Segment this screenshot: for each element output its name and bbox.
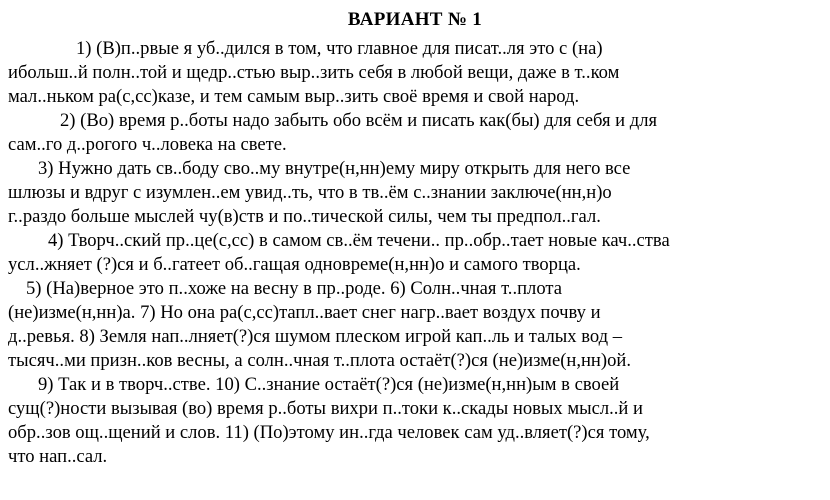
- text-line-10: усл..жняет (?)ся и б..гатеет об..гащая одновреме(н,нн)о и самого творца.: [8, 254, 581, 275]
- document-title: ВАРИАНТ № 1: [347, 9, 483, 30]
- text-line-1: 1) (В)п..рвые я уб..дился в том, что главное для писат..ля это с (на): [76, 38, 603, 59]
- text-line-17: обр..зов ощ..щений и слов. 11) (По)этому ин..гда человек сам уд..вляет(?)ся тому,: [8, 422, 650, 443]
- text-line-16: сущ(?)ности вызывая (во) время р..боты вихри п..токи к..скады новых мысл..й и: [8, 398, 643, 419]
- text-line-5: сам..го д..рогого ч..ловека на свете.: [8, 134, 287, 155]
- text-line-12: (не)изме(н,нн)а. 7) Но она ра(с,сс)тапл..вает снег нагр..вает воздух почву и: [8, 302, 601, 323]
- text-line-18: что нап..сал.: [8, 446, 108, 467]
- text-line-3: мал..ньком ра(с,сс)казе, и тем самым выр..зить своё время и свой народ.: [8, 86, 580, 107]
- text-line-6: 3) Нужно дать св..боду сво..му внутре(н,нн)ему миру открыть для него все: [38, 158, 631, 179]
- text-line-13: д..ревья. 8) Земля нап..лняет(?)ся шумом плеском игрой кап..ль и талых вод –: [8, 326, 623, 347]
- text-line-15: 9) Так и в творч..стве. 10) С..знание остаёт(?)ся (не)изме(н,нн)ым в своей: [38, 374, 620, 395]
- text-line-8: г..раздо больше мыслей чу(в)ств и по..тической силы, чем ты предпол..гал.: [8, 206, 601, 227]
- text-line-4: 2) (Во) время р..боты надо забыть обо всём и писать как(бы) для себя и для: [60, 110, 658, 131]
- text-line-7: шлюзы и вдруг с изумлен..ем увид..ть, что в тв..ём с..знании заключе(нн,н)о: [8, 182, 612, 203]
- text-line-14: тысяч..ми призн..ков весны, а солн..чная т..плота остаёт(?)ся (не)изме(н,нн)ой.: [8, 350, 631, 371]
- text-line-9: 4) Творч..ский пр..це(с,сс) в самом св..ём течени.. пр..обр..тает новые кач..ства: [48, 230, 670, 251]
- text-line-11: 5) (На)верное это п..хоже на весну в пр..роде. 6) Солн..чная т..плота: [26, 278, 562, 299]
- text-line-2: ибольш..й полн..той и щедр..стью выр..зить себя в любой вещи, даже в т..ком: [8, 62, 620, 83]
